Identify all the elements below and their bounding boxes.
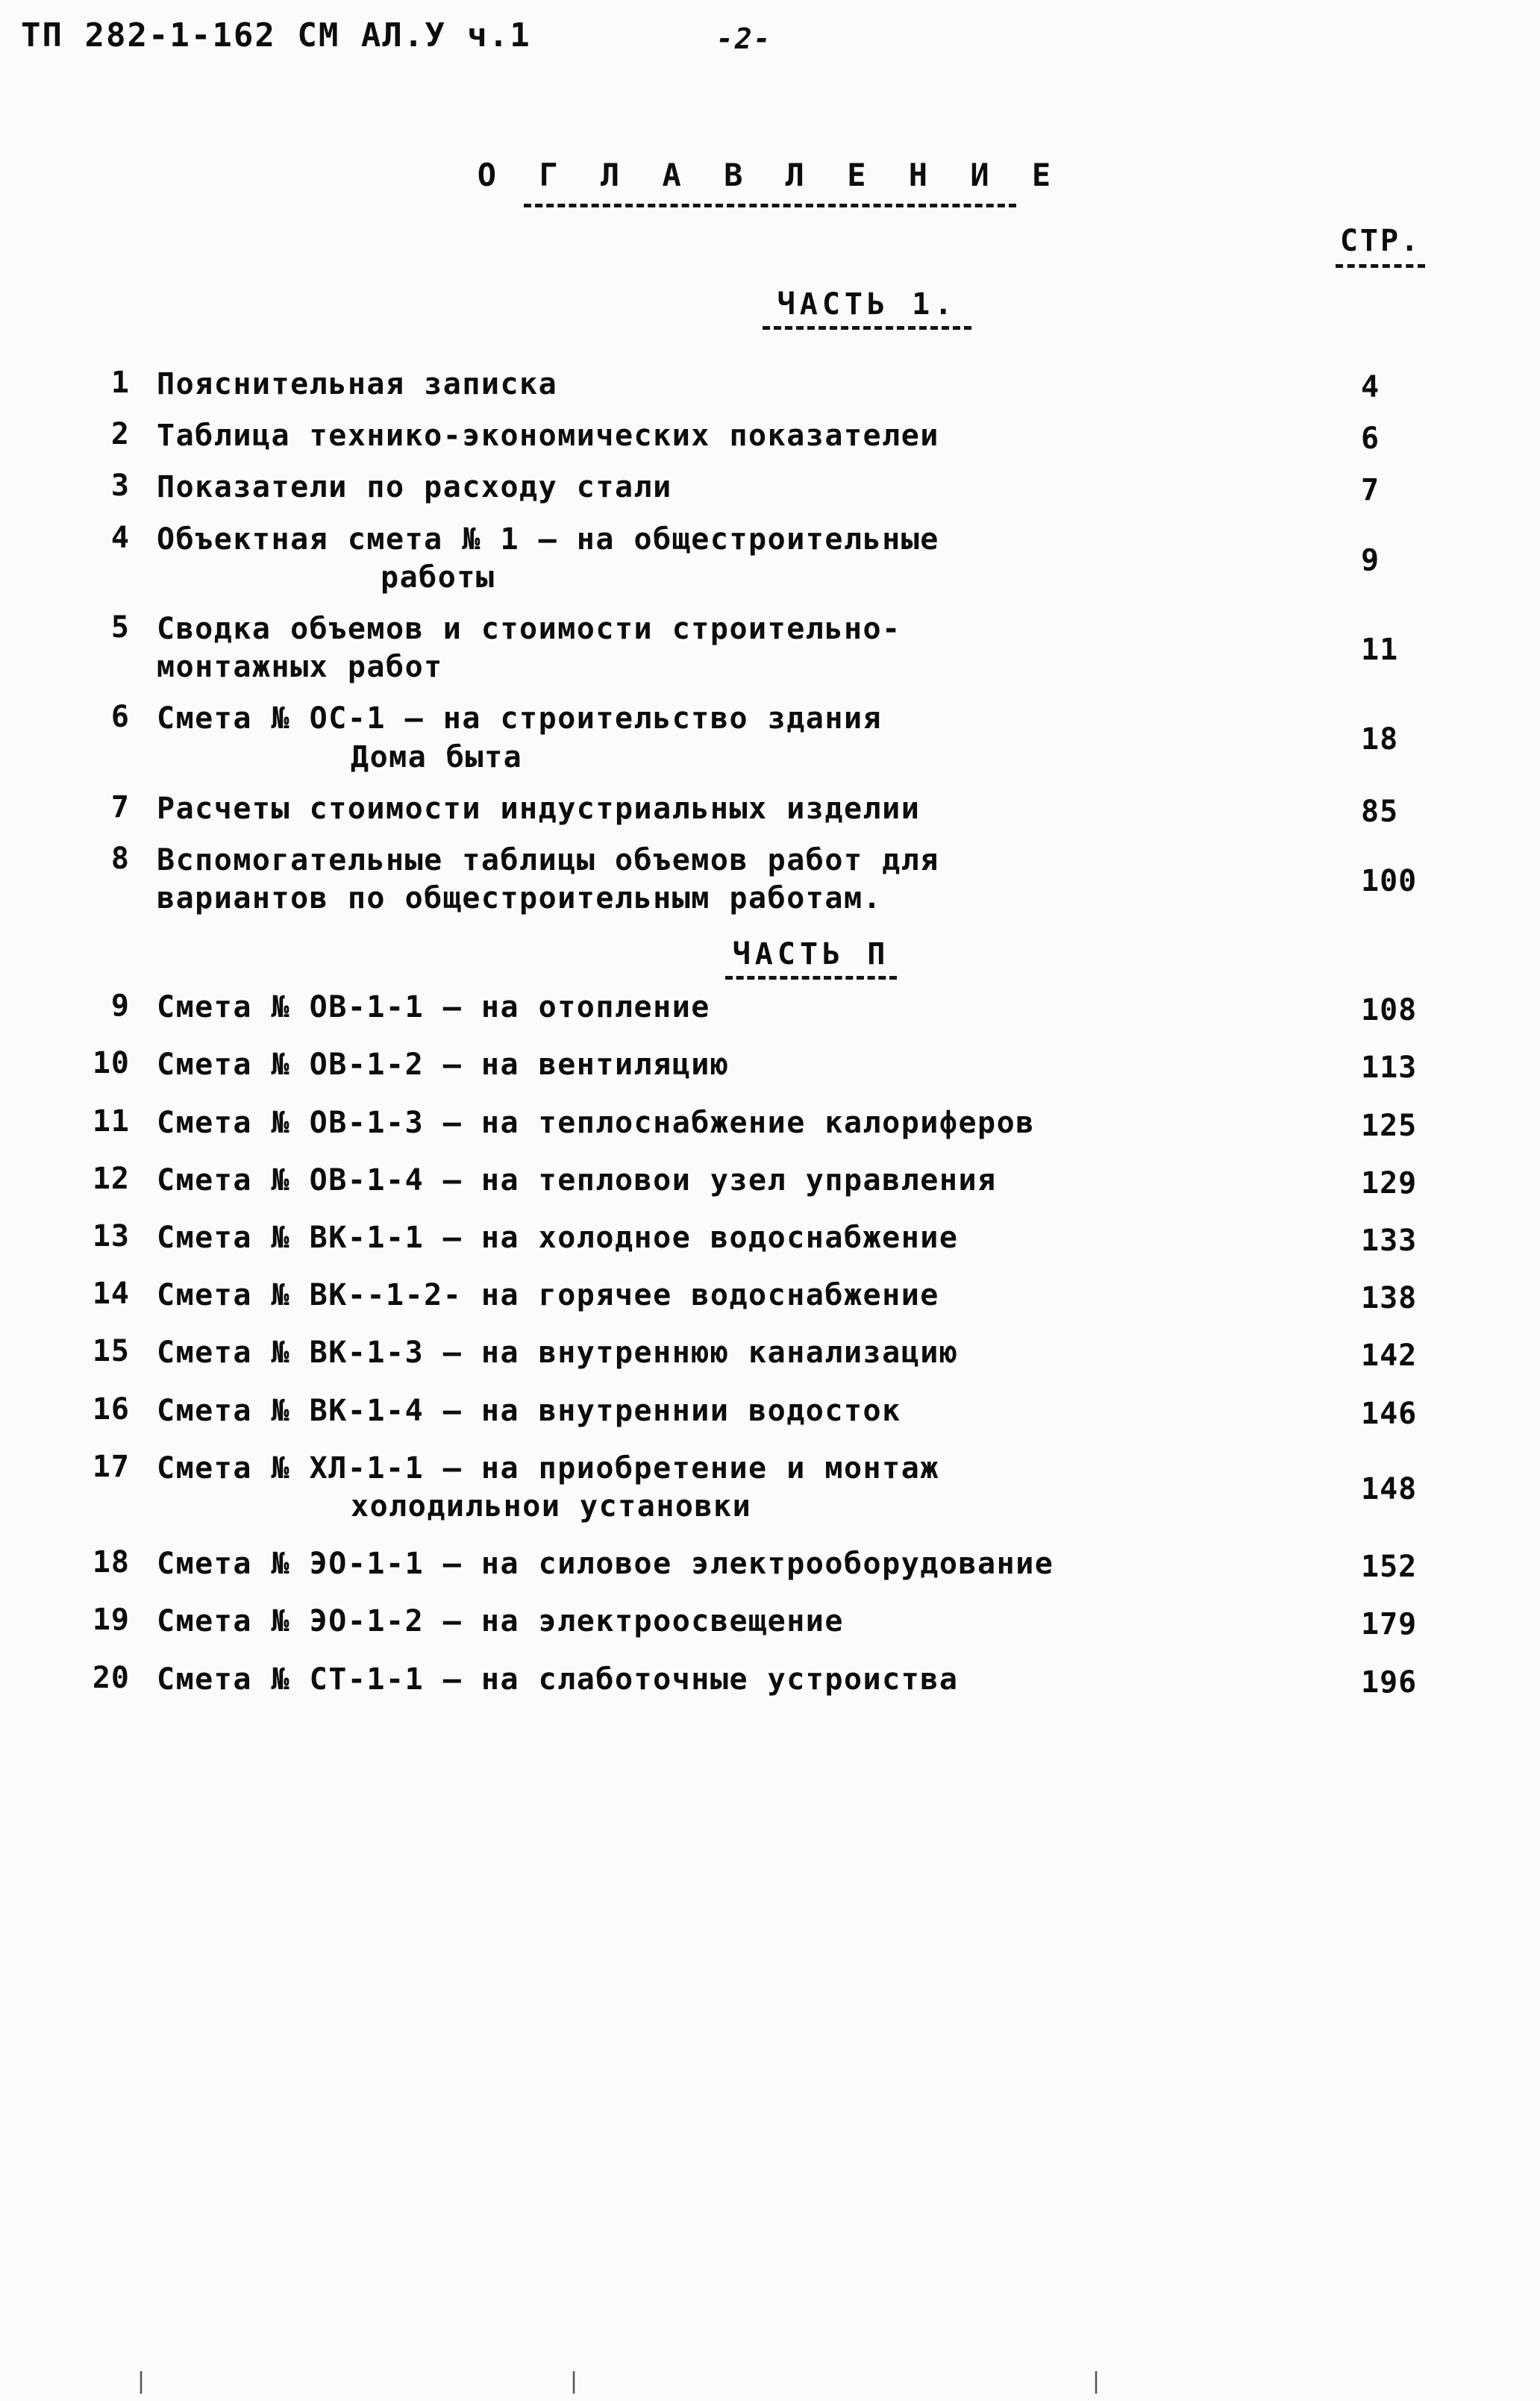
part-2-heading-label: ЧАСТЬ П	[732, 937, 890, 972]
item-number: 6	[110, 700, 130, 735]
list-item[interactable]	[0, 521, 1540, 597]
page-title-text: О Г Л А В Л Е Н И Е	[477, 157, 1063, 193]
item-number: 9	[110, 989, 130, 1024]
item-label-line-2: холодильнои установки	[351, 1489, 752, 1524]
item-page: 196	[1361, 1665, 1418, 1700]
item-label: Смета № ВК-1-1 – на холодное водоснабжение	[157, 1221, 959, 1255]
list-item[interactable]	[0, 1450, 1540, 1526]
item-page: 85	[1361, 794, 1399, 829]
item-label: Расчеты стоимости индустриальных изделии	[157, 791, 921, 826]
item-number: 16	[92, 1392, 130, 1427]
item-page: 133	[1361, 1224, 1418, 1258]
page-number-marker: -2-	[716, 22, 772, 55]
column-header-pages	[1336, 224, 1425, 268]
item-page: 148	[1361, 1471, 1418, 1506]
item-label	[157, 842, 1540, 918]
list-item[interactable]	[0, 469, 1540, 507]
item-label	[157, 700, 1540, 776]
item-page: 142	[1361, 1339, 1418, 1374]
item-number: 15	[92, 1334, 130, 1369]
item-label-line-1: Сводка объемов и стоимости строительно-	[157, 611, 901, 646]
bottom-tick-right: |	[1089, 2368, 1104, 2394]
item-page: 100	[1361, 863, 1418, 898]
item-label-line-1: Объектная смета № 1 – на общестроительные	[157, 522, 939, 557]
item-label: Пояснительная записка	[157, 367, 558, 401]
item-page: 113	[1361, 1051, 1418, 1086]
part-1-underline	[763, 326, 971, 330]
bottom-tick-left: |	[134, 2368, 148, 2394]
list-item[interactable]	[0, 700, 1540, 776]
item-page: 18	[1361, 722, 1399, 757]
document-header	[21, 16, 557, 54]
list-item[interactable]	[0, 366, 1540, 404]
list-item[interactable]	[0, 1603, 1540, 1641]
item-number: 17	[92, 1449, 130, 1484]
item-number: 4	[110, 520, 130, 555]
toc-group-part-1	[0, 366, 1540, 918]
page-bottom-marks	[0, 2368, 1540, 2394]
item-label: Смета № ВК--1-2- на горячее водоснабжение	[157, 1278, 939, 1313]
list-item[interactable]	[0, 1392, 1540, 1430]
list-item[interactable]	[0, 610, 1540, 686]
list-item[interactable]	[0, 1277, 1540, 1315]
item-label: Смета № ЭО-1-2 – на электроосвещение	[157, 1604, 844, 1639]
item-number: 20	[92, 1660, 130, 1695]
toc-group-part-2	[0, 989, 1540, 1698]
item-number: 8	[110, 841, 130, 876]
item-label: Смета № ВК-1-3 – на внутреннюю канализацию	[157, 1336, 959, 1371]
item-page: 9	[1361, 542, 1380, 577]
item-number: 7	[110, 789, 130, 824]
item-number: 1	[110, 366, 130, 400]
item-label: Смета № СТ-1-1 – на слаботочные устроиства	[157, 1662, 959, 1697]
item-number: 19	[92, 1603, 130, 1638]
item-page: 125	[1361, 1108, 1418, 1143]
list-item[interactable]	[0, 1104, 1540, 1142]
item-label	[157, 521, 1540, 597]
list-item[interactable]	[0, 1334, 1540, 1372]
item-page: 152	[1361, 1550, 1418, 1585]
part-2-heading	[0, 937, 1540, 980]
item-page: 179	[1361, 1607, 1418, 1642]
item-label	[157, 610, 1540, 686]
list-item[interactable]	[0, 1219, 1540, 1257]
item-label-line-1: Смета № ОС-1 – на строительство здания	[157, 701, 883, 736]
item-number: 11	[92, 1104, 130, 1139]
bottom-tick-mid: |	[567, 2368, 581, 2394]
item-page: 11	[1361, 632, 1399, 667]
list-item[interactable]	[0, 989, 1540, 1027]
list-item[interactable]	[0, 417, 1540, 455]
list-item[interactable]	[0, 842, 1540, 918]
item-number: 10	[92, 1046, 130, 1081]
item-page: 138	[1361, 1281, 1418, 1316]
title-underline	[524, 204, 1016, 207]
list-item[interactable]	[0, 1046, 1540, 1084]
item-page: 4	[1361, 370, 1380, 404]
item-label: Показатели по расходу стали	[157, 470, 672, 505]
part-2-underline	[725, 976, 897, 980]
part-1-heading	[0, 287, 1540, 330]
column-header-pages-label: СТР.	[1339, 224, 1421, 258]
item-label-line-2: монтажных работ	[157, 650, 443, 685]
item-label: Смета № ВК-1-4 – на внутреннии водосток	[157, 1393, 901, 1428]
item-number: 2	[110, 417, 130, 452]
item-page: 129	[1361, 1165, 1418, 1200]
item-label	[157, 1450, 1540, 1526]
item-label-line-2: работы	[381, 560, 495, 595]
item-page: 7	[1361, 473, 1380, 508]
item-label: Смета № ЭО-1-1 – на силовое электрооборудование	[157, 1547, 1054, 1582]
page-title	[0, 157, 1540, 207]
part-1-heading-label: ЧАСТЬ 1.	[777, 287, 957, 322]
item-number: 13	[92, 1219, 130, 1253]
list-item[interactable]	[0, 1661, 1540, 1699]
item-page: 6	[1361, 422, 1380, 457]
table-of-contents	[0, 366, 1540, 1718]
item-number: 14	[92, 1277, 130, 1312]
item-label: Смета № ОВ-1-2 – на вентиляцию	[157, 1048, 730, 1083]
document-code: ТП 282-1-162 СМ АЛ.У ч.1	[21, 16, 531, 54]
list-item[interactable]	[0, 1545, 1540, 1583]
item-number: 12	[92, 1161, 130, 1196]
item-number: 3	[110, 469, 130, 504]
list-item[interactable]	[0, 1162, 1540, 1200]
item-number: 5	[110, 610, 130, 645]
item-page: 108	[1361, 993, 1418, 1028]
item-page: 146	[1361, 1396, 1418, 1431]
item-label-line-2: вариантов по общестроительным работам.	[157, 881, 883, 916]
column-header-underline	[1336, 264, 1425, 268]
item-label: Смета № ОВ-1-3 – на теплоснабжение калориферов	[157, 1105, 1035, 1140]
item-label: Таблица технико-экономических показателеи	[157, 419, 939, 454]
item-number: 18	[92, 1545, 130, 1580]
item-label: Смета № ОВ-1-4 – на тепловои узел управления	[157, 1162, 997, 1198]
item-label-line-1: Смета № ХЛ-1-1 – на приобретение и монтаж	[157, 1450, 939, 1486]
item-label-line-1: Вспомогательные таблицы объемов работ для	[157, 842, 939, 877]
list-item[interactable]	[0, 790, 1540, 828]
item-label: Смета № ОВ-1-1 – на отопление	[157, 990, 710, 1025]
item-label-line-2: Дома быта	[351, 739, 523, 774]
